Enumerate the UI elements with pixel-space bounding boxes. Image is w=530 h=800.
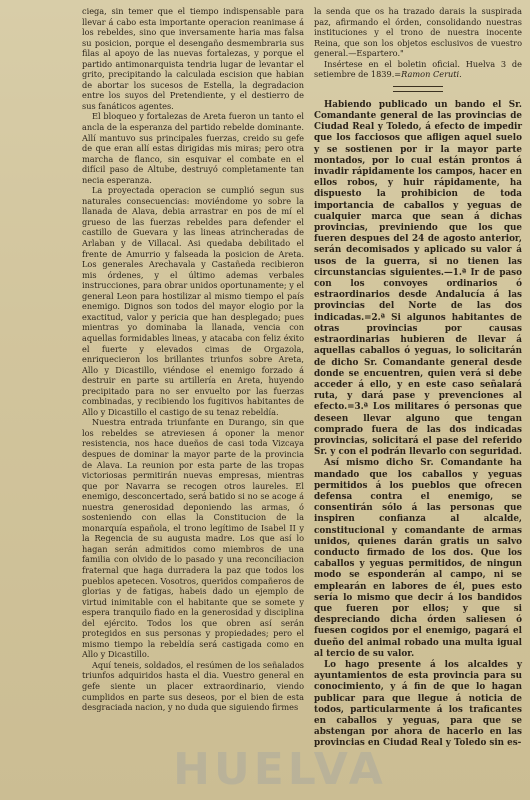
right-column — [314, 6, 522, 750]
paragraph: Lo hago presente á los alcaldes y ayuntamientos de esta provincia para su conocimiento, y á fin de que lo hagan publicar para que llegue á noticia de todos, particularmente á los traficantes en caballos y yeguas, para que se abstengan por ahora de hacerlo en las provincias en Ciudad Real y Toledo sin es- — [314, 659, 522, 749]
paragraph: Así mismo dicho Sr. Comandante ha mandado que los caballos y yeguas permitidos á los pueblos que ofrecen defensa contra el enemigo, se consentirán sólo á las personas que inspiren confianza al alcalde, constitucional y comandante de armas unidos, quienes darán gratis un salvo conducto firmado de los dos. Que los caballos y yeguas permitidos, de ningun modo se esponderán al campo, ni se emplearán en labores de él, pues esto sería lo mismo que decir á los bandidos que fueren por ellos; y que si despreciando dicha órden saliesen ó fuesen cogidos por el enemigo, pagará el dueño del animal robado una multa igual al tercio de su valor. — [314, 458, 522, 659]
dateline — [314, 59, 522, 80]
section-divider — [393, 86, 443, 92]
archive-watermark: HUELVA — [173, 743, 387, 795]
paragraph: la senda que os ha trazado darais la suspirada paz, afirmando el órden, consolidando nuestras instituciones y el trono de nuestra inocente Reina, que son los objetos esclusivos de vuestro general.—Espartero." — [314, 6, 522, 59]
left-column — [82, 6, 304, 713]
signature: Ramon Ceruti. — [401, 69, 462, 80]
paragraph: La proyectada operacion se cumplió segun sus naturales consecuencias: moviéndome yo sobre la llanada de Alava, debia arrastrar en pos de mí el grueso de las fuerzas rebeldes para defender el castillo de Guevara y las lineas atrincheradas de Arlaban y de Villacal. Asi quedaba debilitado el frente de Amurrio y falseada la posicion de Areta. Los generales Arechavala y Castañeda recibieron mis órdenes, y el último ademas verbales instrucciones, para obrar unidos oportunamente; y el general Leon para hostilizar al mismo tiempo el país enemigo. Dignos son todos del mayor elogio por la exactitud, valor y pericia que han desplegado; pues mientras yo dominaba la llanada, vencia con aquellas formidables lineas, y atacaba con feliz éxito el fuerte y elevados cimas de Orgazola, enriquecieron los brillantes triunfos sobre Areta, Allo y Dicastillo, viéndose el enemigo forzado á destruir en parte su artillería en Areta, huyendo precipitado para no ser envuelto por las fuerzas combinadas, y recibiendo los fugitivos habitantes de Allo y Dicastillo el castigo de su tenaz rebeldía. — [82, 185, 304, 417]
paragraph: Aquí teneis, soldados, el resúmen de los señalados triunfos adquiridos hasta el dia. Vuestro general en gefe siente un placer extraordinario, viendo cumplidos en parte sus deseos, por el bien de esta desgraciada nacion, y no duda que siguiendo firmes — [82, 659, 304, 713]
paragraph: Nuestra entrada triunfante en Durango, sin que los rebeldes se atreviesen á oponer la menor resistencia, nos hace dueños de casi toda Vizcaya despues de dominar la mayor parte de la provincia de Alava. La reunion por esta parte de las tropas victoriosas permitirán nuevas empresas, mientras que por Navarra se recogen otros laureles. El enemigo, desconcertado, será batido si no se acoge á nuestra generosidad deponiendo las armas, ó sosteniendo con ellas la Constitucion de la monarquía española, el trono legítimo de Isabel II y la Regencia de su augusta madre. Los que así lo hagan serán admitidos como miembros de una familia con olvido de lo pasado y una reconciliacion fraternal que haga durradera la paz que todos los pueblos apetecen. Vosotros, queridos compañeros de glorias y de fatigas, habeis dado un ejemplo de virtud inimitable con el habitante que se somete y espera tranquilo fiado en la generosidad y disciplina del ejército. Todos los que obren así serán protegidos en sus personas y propiedades; pero el mismo tiempo la rebeldía será castigada como en Allo y Dicastillo. — [82, 417, 304, 660]
paragraph: ciega, sin temer que el tiempo indispensable para llevar á cabo esta importante operacion reanimase á los rebeldes, sino que inversamente haria mas falsa su posicion, porque el desengaño desmembraria sus filas al apoyo de las nuevas fortalezas, y porque el partido antimonarquista tendria lugar de levantar el grito, precipitando la calculada escision que habian de abortar los sucesos de Estella, la degradacion entre los suyos del Pretendiente, y el destierro de sus fanáticos agentes. — [82, 6, 304, 111]
dateline-text: Insértese en el boletin oficial. Huelva 3 de setiembre de 1839.= — [314, 58, 522, 80]
paragraph: Habiendo publicado un bando el Sr. Comandante general de las provincias de Ciudad Real y Toledo, á efecto de impedir que los facciosos que afligen aquel suelo y se sostienen por ir la mayor parte montados, por lo cual están prontos á invadir rápidamente los campos, hacer en ellos robos, y huir rápidamente, ha dispuesto la prohibicion de toda importancia de caballos y yeguas de cualquier marca que sean á dichas provincias, previniendo que los que fueren despues del 24 de agosto anterior, serán decomisados y aplicado su valor á usos de la guerra, si no tienen las circunstancias siguientes.—1.ª Ir de paso con los convoyes ordinarios ó estraordinarios desde Andalucía á las provincias del Norte de las dos indicadas.=2.ª Si algunos habitantes de otras provincias por causas estraordinarias hubieren de llevar á aquellas caballos ó yeguas, lo solicitarán de dicho Sr. Comandante general desde donde se encuentren, quien verá si debe acceder á ello, y en este caso señalará ruta, y dará pase y prevenciones al efecto.=3.ª Los militares ó personas que deseen llevar alguno que tengan comprado fuera de las dos indicadas provincias, solicitará el pase del referido Sr. y con el podrán llevarlo con seguridad. — [314, 99, 522, 458]
paragraph: El bloqueo y fortalezas de Areta fueron un tanto el ancla de la esperanza del partido rebelde dominante. Allí mantuvo sus principales fuerzas, creido su gefe de que eran allí estas dirigidas mis miras; pero otra marcha de flanco, sin esquivar el combate en el difícil paso de Altube, destruyó completamente tan necia esperanza. — [82, 111, 304, 185]
